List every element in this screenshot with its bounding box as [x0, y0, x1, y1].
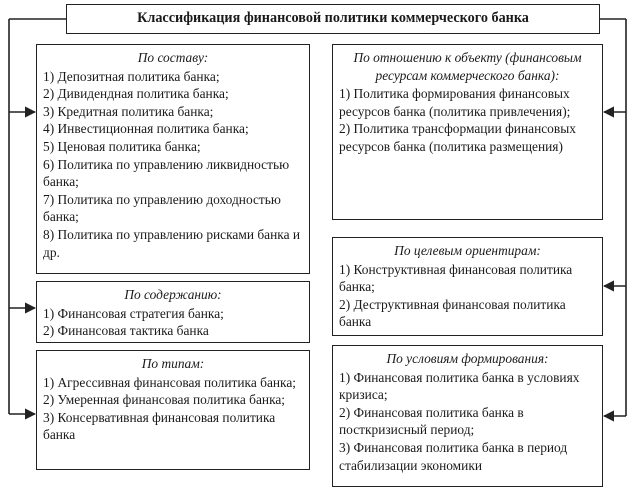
category-items [43, 68, 303, 262]
category-items [43, 374, 303, 444]
category-by-composition [36, 44, 310, 274]
list-item: 1) Депозитная политика банка; [43, 68, 220, 84]
list-item: 2) Деструктивная финансовая политика банка [339, 296, 566, 330]
category-by-targets [332, 237, 603, 336]
list-item: 4) Инвестиционная политика банка; [43, 121, 249, 137]
list-item: 1) Финансовая стратегия банка; [43, 305, 224, 321]
diagram-title: Классификация финансовой политики коммерческого банка [66, 4, 600, 34]
list-item: 3) Кредитная политика банка; [43, 103, 214, 119]
category-heading: По типам: [141, 356, 205, 371]
category-by-types [36, 350, 310, 470]
list-item: 1) Агрессивная финансовая политика банка; [43, 374, 297, 390]
list-item: 6) Политика по управлению ликвидностью банка; [43, 156, 290, 190]
category-heading: По отношению к объекту (финансовым ресурсам коммерческого банка): [353, 50, 582, 83]
category-heading: По содержанию: [124, 287, 222, 302]
category-by-object [332, 44, 603, 220]
list-item: 2) Умеренная финансовая политика банка; [43, 392, 286, 408]
list-item: 7) Политика по управлению доходностью банка; [43, 191, 281, 225]
list-item: 8) Политика по управлению рисками банка и др. [43, 226, 301, 260]
list-item: 1) Конструктивная финансовая политика банка; [339, 261, 573, 295]
category-heading: По составу: [137, 50, 209, 65]
list-item: 2) Финансовая политика банка в посткризисный период; [339, 404, 524, 438]
list-item: 2) Дивидендная политика банка; [43, 86, 229, 102]
category-items [43, 305, 303, 340]
list-item: 3) Финансовая политика банка в период стабилизации экономики [339, 439, 568, 473]
category-items [339, 369, 596, 475]
list-item: 1) Политика формирования финансовых ресурсов банка (политика привлечения); [339, 86, 571, 119]
list-item: 1) Финансовая политика банка в условиях кризиса; [339, 369, 580, 403]
list-item: 5) Ценовая политика банка; [43, 138, 201, 154]
category-by-conditions [332, 345, 603, 487]
category-items [339, 85, 596, 155]
list-item: 2) Финансовая тактика банка [43, 323, 209, 339]
category-heading: По целевым ориентирам: [394, 243, 541, 258]
list-item: 3) Консервативная финансовая политика банка [43, 409, 276, 443]
category-heading: По условиям формирования: [386, 351, 549, 366]
list-item: 2) Политика трансформации финансовых ресурсов банка (политика размещения) [339, 121, 576, 154]
category-by-content [36, 281, 310, 343]
category-items [339, 261, 596, 331]
